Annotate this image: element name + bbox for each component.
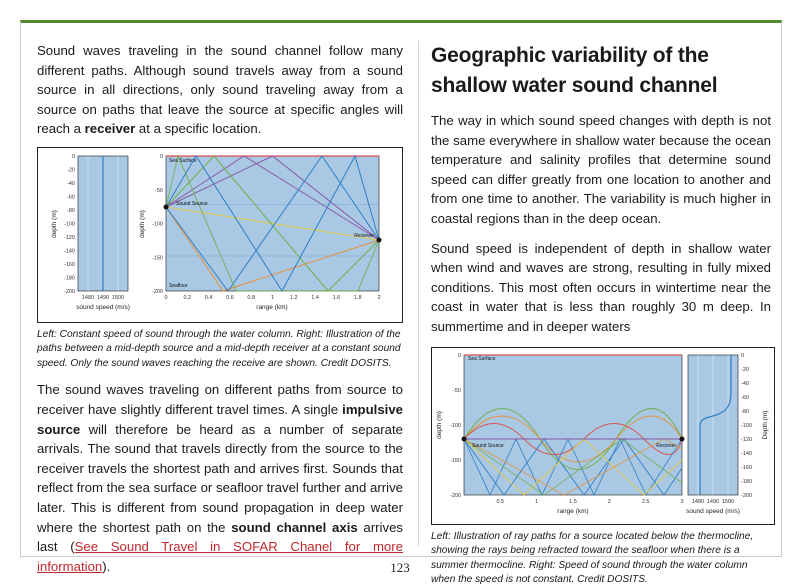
f1-ray-xticks-label: 1.4 bbox=[311, 294, 319, 301]
f1-ray-yticks-label: 0 bbox=[159, 153, 163, 160]
f2-prof-yticks-label: -80 bbox=[741, 408, 749, 415]
f2-prof-yticks-label: -140 bbox=[741, 450, 753, 457]
f2-prof-yticks-label: -200 bbox=[741, 492, 753, 499]
f2-ray-xticks-label: 1 bbox=[535, 498, 539, 505]
f2-ray-yticks-label: -150 bbox=[449, 457, 461, 464]
f2-ray-yticks-label: -100 bbox=[449, 422, 461, 429]
column-divider bbox=[418, 41, 419, 546]
f2-prof-yticks-label: -40 bbox=[741, 380, 749, 387]
sound-source-label-2: Sound Source bbox=[472, 442, 504, 449]
thermocline-ray-plot bbox=[436, 353, 685, 515]
receiver-marker bbox=[377, 237, 382, 242]
page-number: 123 bbox=[390, 560, 410, 575]
f1-ray-xticks-label: 1.8 bbox=[353, 294, 362, 301]
sound-source-label: Sound Source bbox=[176, 200, 208, 207]
f1-ray-yticks-label: -200 bbox=[151, 288, 163, 295]
figure-thermocline-svg bbox=[432, 348, 774, 524]
rays-ylabel: depth (m) bbox=[139, 210, 146, 238]
f1-prof-xticks-label: 1490 bbox=[96, 294, 110, 301]
f1-ray-xticks-label: 1.2 bbox=[289, 294, 298, 301]
figure2-caption: Left: Illustration of ray paths for a source located below the thermocline, showing the rays being refracted toward the seafloor when there is a summer thermocline. Right: Speed of sound through the water column when the speed is not constant. Credit DOSITS. bbox=[431, 530, 754, 584]
profile-xlabel: sound speed (m/s) bbox=[76, 303, 130, 311]
right-column bbox=[431, 41, 771, 584]
f1-prof-yticks-label: -120 bbox=[63, 234, 75, 241]
f2-ray-xticks-label: 2 bbox=[607, 498, 611, 505]
f1-prof-yticks-label: -60 bbox=[67, 194, 75, 201]
f2-prof-yticks-label: 0 bbox=[741, 352, 745, 359]
seafloor-label: Seafloor bbox=[169, 282, 188, 289]
receiver-label-2: Reciever bbox=[656, 442, 676, 449]
f2-prof-xticks-label: 1490 bbox=[706, 498, 720, 505]
figure1-caption: Left: Constant speed of sound through the water column. Right: Illustration of the paths between a mid-depth source and a mid-depth receiver at a constant sound speed. Only the sound waves reaching the receive are shown. Credit DOSITS. bbox=[37, 328, 401, 369]
f2-ray-xticks-label: 2.5 bbox=[641, 498, 650, 505]
rays-xlabel: range (km) bbox=[256, 303, 288, 311]
f1-ray-yticks-label: -50 bbox=[155, 187, 163, 194]
f2-ray-yticks-label: 0 bbox=[457, 352, 461, 359]
figure-constant-speed-svg bbox=[38, 148, 402, 322]
f2-ray-yticks-label: -50 bbox=[453, 387, 461, 394]
sound-speed-profile-plot bbox=[51, 154, 130, 311]
f2-prof-yticks-label: -20 bbox=[741, 366, 749, 373]
variable-speed-profile-plot bbox=[686, 353, 769, 515]
rays-ylabel-2: depth (m) bbox=[436, 410, 443, 439]
travel-times-paragraph: The sound waves traveling on different paths from source to receiver have slightly different travel times. A single impulsive source will therefore be heard as a number of separate arrivals. The sound that travels directly from the source to the receiver travels the shortest path and arrives first. Sounds that reflect from the sea surface or seafloor travel further and arrive later. This is different from sound propagation in deep water where the shortest path on the sound channel axis arrives last (See Sound Travel in SOFAR Chanel for more information). bbox=[37, 382, 403, 574]
f1-ray-yticks-label: -150 bbox=[151, 255, 163, 262]
f1-prof-yticks-label: -180 bbox=[63, 275, 75, 282]
sea-surface-label-2: Sea Surface bbox=[468, 355, 496, 362]
section-heading: Geographic variability of the shallow water sound channel bbox=[431, 44, 718, 97]
f1-ray-xticks-label: 1 bbox=[270, 294, 275, 301]
f2-prof-yticks-label: -120 bbox=[741, 436, 753, 443]
figure-thermocline bbox=[431, 347, 775, 525]
f1-ray-yticks-label: -100 bbox=[151, 221, 163, 228]
f1-prof-yticks-label: -200 bbox=[63, 288, 75, 295]
f1-prof-xticks-label: 1500 bbox=[111, 294, 125, 301]
sea-surface-label: Sea Surface bbox=[169, 157, 197, 164]
receiver-term: receiver bbox=[84, 121, 136, 137]
f2-prof-xticks-label: 1480 bbox=[691, 498, 705, 505]
profile-ylabel-2: Depth (m) bbox=[762, 410, 769, 439]
profile-xlabel-2: sound speed (m/s) bbox=[686, 507, 740, 515]
f2-ray-xticks-label: 1.5 bbox=[569, 498, 577, 505]
f1-ray-xticks-label: 2 bbox=[377, 294, 381, 301]
f2-prof-xticks-label: 1500 bbox=[721, 498, 735, 505]
f2-ray-xticks-label: 3 bbox=[680, 498, 684, 505]
f1-ray-xticks-label: 0 bbox=[164, 294, 168, 301]
f1-prof-yticks-label: -140 bbox=[63, 248, 75, 255]
f1-ray-xticks-label: 1.6 bbox=[332, 294, 341, 301]
sofar-channel-link[interactable]: See Sound Travel in SOFAR Chanel for more information bbox=[37, 539, 403, 574]
f1-prof-yticks-label: -100 bbox=[63, 221, 75, 228]
f1-ray-xticks-label: 0.6 bbox=[226, 294, 234, 301]
rays-xlabel-2: range (km) bbox=[557, 507, 589, 515]
f1-prof-yticks-label: -20 bbox=[67, 167, 75, 174]
sound-source-marker-2 bbox=[462, 436, 467, 441]
left-column bbox=[37, 41, 403, 576]
f2-prof-yticks-label: -160 bbox=[741, 464, 753, 471]
f1-prof-yticks-label: -40 bbox=[67, 180, 75, 187]
mixed-conditions-paragraph: Sound speed is independent of depth in shallow water when wind and waves are strong, resulting in fully mixed conditions. This most often occurs in wintertime near the coast in water that is less than roughly 30 m deep. In summertime and in deeper waters bbox=[431, 240, 771, 334]
impulsive-source-term: impulsive source bbox=[37, 402, 403, 437]
f1-prof-yticks-label: -80 bbox=[67, 207, 75, 214]
f1-ray-xticks-label: 0.8 bbox=[247, 294, 256, 301]
f2-prof-yticks-label: -100 bbox=[741, 422, 753, 429]
f1-prof-yticks-label: 0 bbox=[71, 153, 75, 160]
f2-ray-yticks-label: -200 bbox=[449, 492, 461, 499]
f2-prof-yticks-label: -180 bbox=[741, 478, 753, 485]
ray-paths-plot bbox=[139, 154, 382, 311]
sound-channel-axis-term: sound channel axis bbox=[231, 519, 358, 535]
intro-paragraph: Sound waves traveling in the sound channel follow many different paths. Although sound travels away from a sound source in all directions, only sound traveling away from a source on paths that leave the source at specific angles will reach a receiver at a specific location. bbox=[37, 43, 403, 137]
figure-constant-speed bbox=[37, 147, 403, 323]
receiver-label: Reciever bbox=[354, 232, 374, 239]
f1-ray-xticks-label: 0.2 bbox=[183, 294, 192, 301]
f1-prof-yticks-label: -160 bbox=[63, 261, 75, 268]
f1-prof-xticks-label: 1480 bbox=[81, 294, 95, 301]
receiver-marker-2 bbox=[680, 436, 685, 441]
profile-ylabel: depth (m) bbox=[51, 210, 58, 238]
f2-ray-xticks-label: 0.5 bbox=[496, 498, 505, 505]
variability-paragraph: The way in which sound speed changes with depth is not the same everywhere in shallow water because the ocean temperature and salinity profiles that determine sound speed can differ greatly from one location to another and from one time to another. The variability is much higher in coastal regions than in the deep ocean. bbox=[431, 113, 771, 226]
f1-ray-xticks-label: 0.4 bbox=[204, 294, 213, 301]
f2-prof-yticks-label: -60 bbox=[741, 394, 749, 401]
sound-source-marker bbox=[164, 204, 169, 209]
